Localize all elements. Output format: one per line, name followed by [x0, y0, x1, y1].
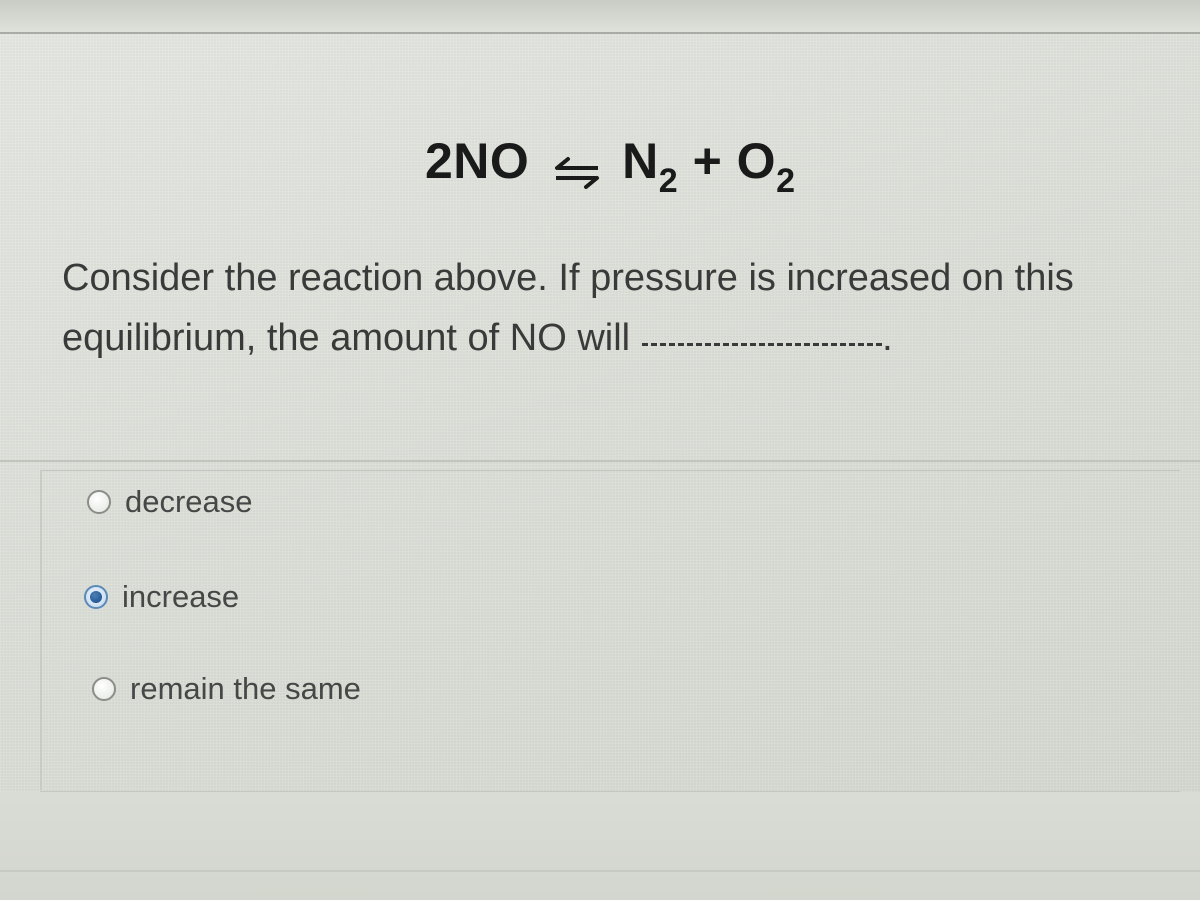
- option-label-decrease[interactable]: decrease: [125, 484, 253, 519]
- equilibrium-arrow-icon: [552, 144, 602, 178]
- option-label-increase[interactable]: increase: [122, 579, 240, 614]
- bottom-divider: [0, 870, 1200, 872]
- bottom-area: [0, 792, 1200, 900]
- equation-subscript-o: 2: [776, 162, 796, 200]
- question-text: [62, 248, 1162, 368]
- radio-button-remain-the-same[interactable]: [92, 677, 116, 701]
- equation-product-o: O: [736, 133, 777, 189]
- option-remain-the-same[interactable]: [92, 669, 361, 709]
- option-label-remain-the-same[interactable]: remain the same: [130, 671, 361, 706]
- question-period: .: [882, 317, 893, 359]
- answer-blank: [642, 341, 882, 346]
- radio-button-decrease[interactable]: [87, 490, 111, 514]
- chemical-equation: [425, 132, 796, 200]
- equation-product-n: N: [622, 133, 659, 189]
- option-increase[interactable]: [84, 577, 239, 617]
- top-frame-edge: [0, 0, 1200, 34]
- radio-button-increase[interactable]: [84, 585, 108, 609]
- equation-plus: +: [692, 133, 723, 189]
- question-line-2-wrap: [62, 308, 1162, 368]
- question-line-1: Consider the reaction above. If pressure is increased on this: [62, 257, 1074, 299]
- equation-reactant: 2NO: [425, 133, 530, 189]
- panel-separator: [0, 460, 1200, 462]
- question-line-2: equilibrium, the amount of NO will: [62, 317, 631, 359]
- equation-subscript-n: 2: [658, 162, 679, 200]
- radio-selected-dot-icon: [90, 591, 102, 603]
- answers-panel-left-border: [40, 470, 42, 790]
- option-decrease[interactable]: [87, 482, 253, 522]
